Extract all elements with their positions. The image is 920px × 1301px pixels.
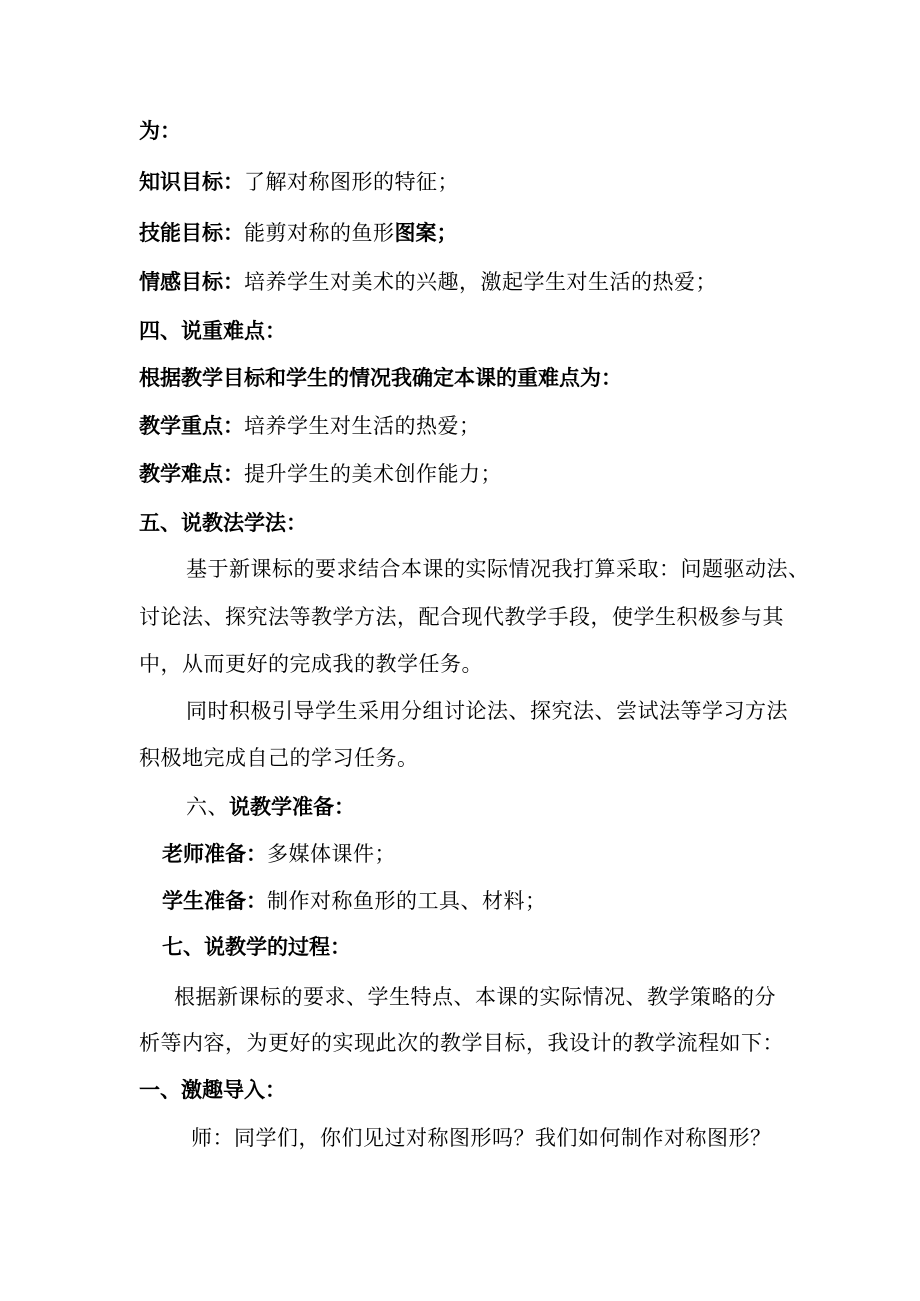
- key-point-text: 培养学生对生活的热爱；: [244, 414, 481, 438]
- difficult-point-text: 提升学生的美术创作能力；: [244, 462, 502, 486]
- prep-teacher: [162, 840, 396, 868]
- objective-label: 情感目标：: [139, 270, 244, 294]
- line-text: 基于新课标的要求结合本课的实际情况我打算采取：问题驱动法、: [186, 557, 810, 581]
- paragraph-line: [139, 603, 784, 631]
- prep-student: [162, 887, 547, 915]
- text-line: [139, 364, 622, 392]
- heading-text: 七、说教学的过程：: [162, 935, 351, 959]
- paragraph-line: [186, 697, 788, 725]
- section-heading: [162, 933, 351, 961]
- difficult-point-label: 教学难点：: [139, 462, 244, 486]
- objective-emotion: [139, 268, 717, 296]
- heading-text: 说教学准备：: [229, 795, 355, 819]
- objective-text: 培养学生对美术的兴趣，激起学生对生活的热爱；: [244, 270, 717, 294]
- heading-number: 六、: [186, 795, 229, 819]
- line-text: 师：同学们，你们见过对称图形吗？我们如何制作对称图形？: [191, 1126, 772, 1150]
- line-text: 根据教学目标和学生的情况我确定本课的重难点为：: [139, 366, 622, 390]
- paragraph-line: [139, 1029, 784, 1057]
- line-text: 同时积极引导学生采用分组讨论法、探究法、尝试法等学习方法: [186, 699, 788, 723]
- objective-label: 知识目标：: [139, 170, 244, 194]
- prep-label: 学生准备：: [162, 889, 267, 913]
- key-point-label: 教学重点：: [139, 414, 244, 438]
- paragraph-line: [139, 650, 483, 678]
- prep-label: 老师准备：: [162, 842, 267, 866]
- heading-text: 五、说教法学法：: [139, 511, 307, 535]
- objective-text: 了解对称图形的特征；: [244, 170, 459, 194]
- heading-text: 四、说重难点：: [139, 319, 286, 343]
- objective-text-tail: 图案；: [394, 221, 458, 245]
- objective-skill: [139, 219, 458, 247]
- section-heading: [139, 509, 307, 537]
- prep-text: 多媒体课件；: [267, 842, 396, 866]
- text-line: [139, 117, 181, 145]
- line-text: 析等内容，为更好的实现此次的教学目标，我设计的教学流程如下：: [139, 1031, 784, 1055]
- line-text: 为：: [139, 119, 181, 143]
- key-point: [139, 412, 481, 440]
- line-text: 积极地完成自己的学习任务。: [139, 746, 419, 770]
- difficult-point: [139, 460, 502, 488]
- paragraph-line: [139, 744, 419, 772]
- heading-text: 一、激趣导入：: [139, 1078, 286, 1102]
- section-heading: [139, 317, 286, 345]
- line-text: 根据新课标的要求、学生特点、本课的实际情况、教学策略的分: [174, 985, 776, 1009]
- line-text: 讨论法、探究法等教学方法，配合现代教学手段，使学生积极参与其: [139, 605, 784, 629]
- paragraph-line: [186, 555, 810, 583]
- prep-text: 制作对称鱼形的工具、材料；: [267, 889, 547, 913]
- paragraph-line: [174, 983, 776, 1011]
- line-text: 中，从而更好的完成我的教学任务。: [139, 652, 483, 676]
- section-heading: [186, 793, 355, 821]
- objective-label: 技能目标：: [139, 221, 244, 245]
- objective-knowledge: [139, 168, 459, 196]
- objective-text: 能剪对称的鱼形: [244, 221, 395, 245]
- paragraph-line: [191, 1124, 772, 1152]
- section-heading: [139, 1076, 286, 1104]
